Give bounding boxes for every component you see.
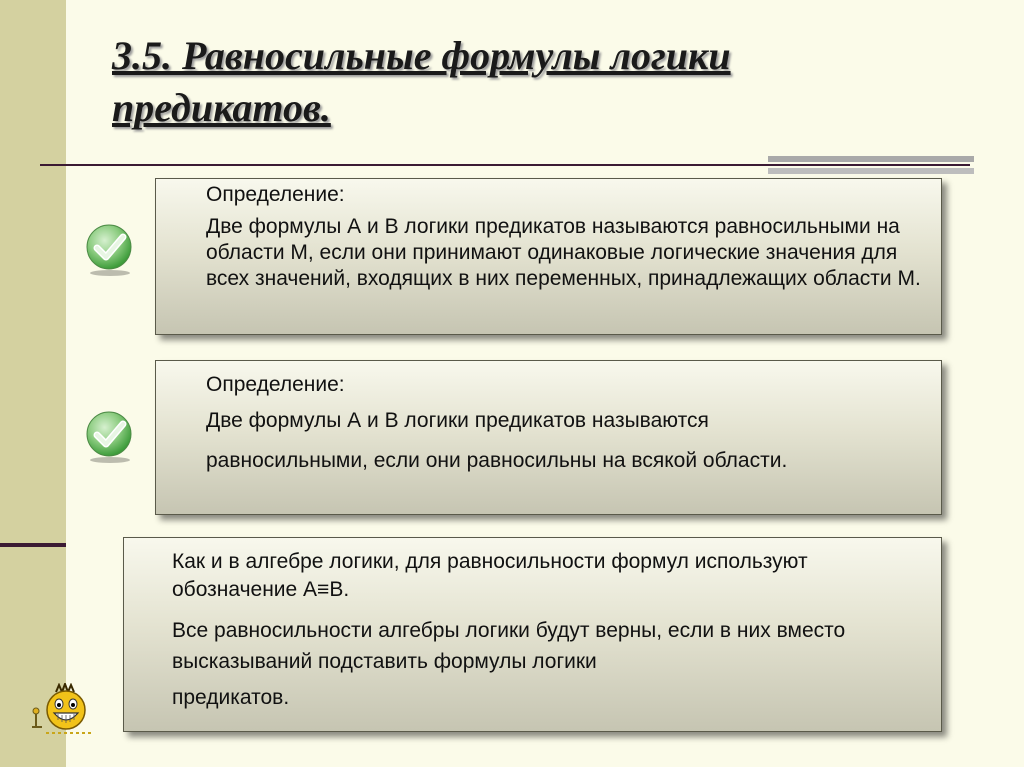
definition-text: Две формулы А и В логики предикатов называются равносильными на области М, если они принимают одинаковые логические значения для всех значений, входящих в них переменных, принадлежащих области М. — [206, 215, 921, 290]
sidebar-divider — [0, 543, 66, 547]
definition-box-2 — [155, 360, 942, 515]
definition-text-line1: Две формулы А и В логики предикатов называются — [206, 409, 709, 432]
note-paragraph-3: предикатов. — [172, 686, 290, 709]
note-box — [123, 537, 942, 732]
slide-title-line2: предикатов. — [112, 85, 331, 130]
left-sidebar-bar — [0, 0, 66, 767]
check-mark-icon — [82, 221, 138, 277]
definition-heading: Определение: — [206, 373, 345, 396]
slide-title — [112, 30, 832, 134]
note-paragraph-1: Как и в алгебре логики, для равносильности формул используют обозначение А≡В. — [172, 550, 808, 601]
definition-box-1 — [155, 178, 942, 335]
note-paragraph-2: Все равносильности алгебры логики будут верны, если в них вместо высказываний подставить формулы логики — [172, 619, 846, 673]
check-mark-icon — [82, 408, 138, 464]
title-accent-bars — [768, 156, 974, 176]
smiley-icon — [30, 683, 105, 738]
slide-title-line1: 3.5. Равносильные формулы логики — [112, 33, 731, 78]
definition-heading: Определение: — [206, 183, 345, 206]
definition-text-line2: равносильными, если они равносильны на всякой области. — [206, 449, 788, 472]
